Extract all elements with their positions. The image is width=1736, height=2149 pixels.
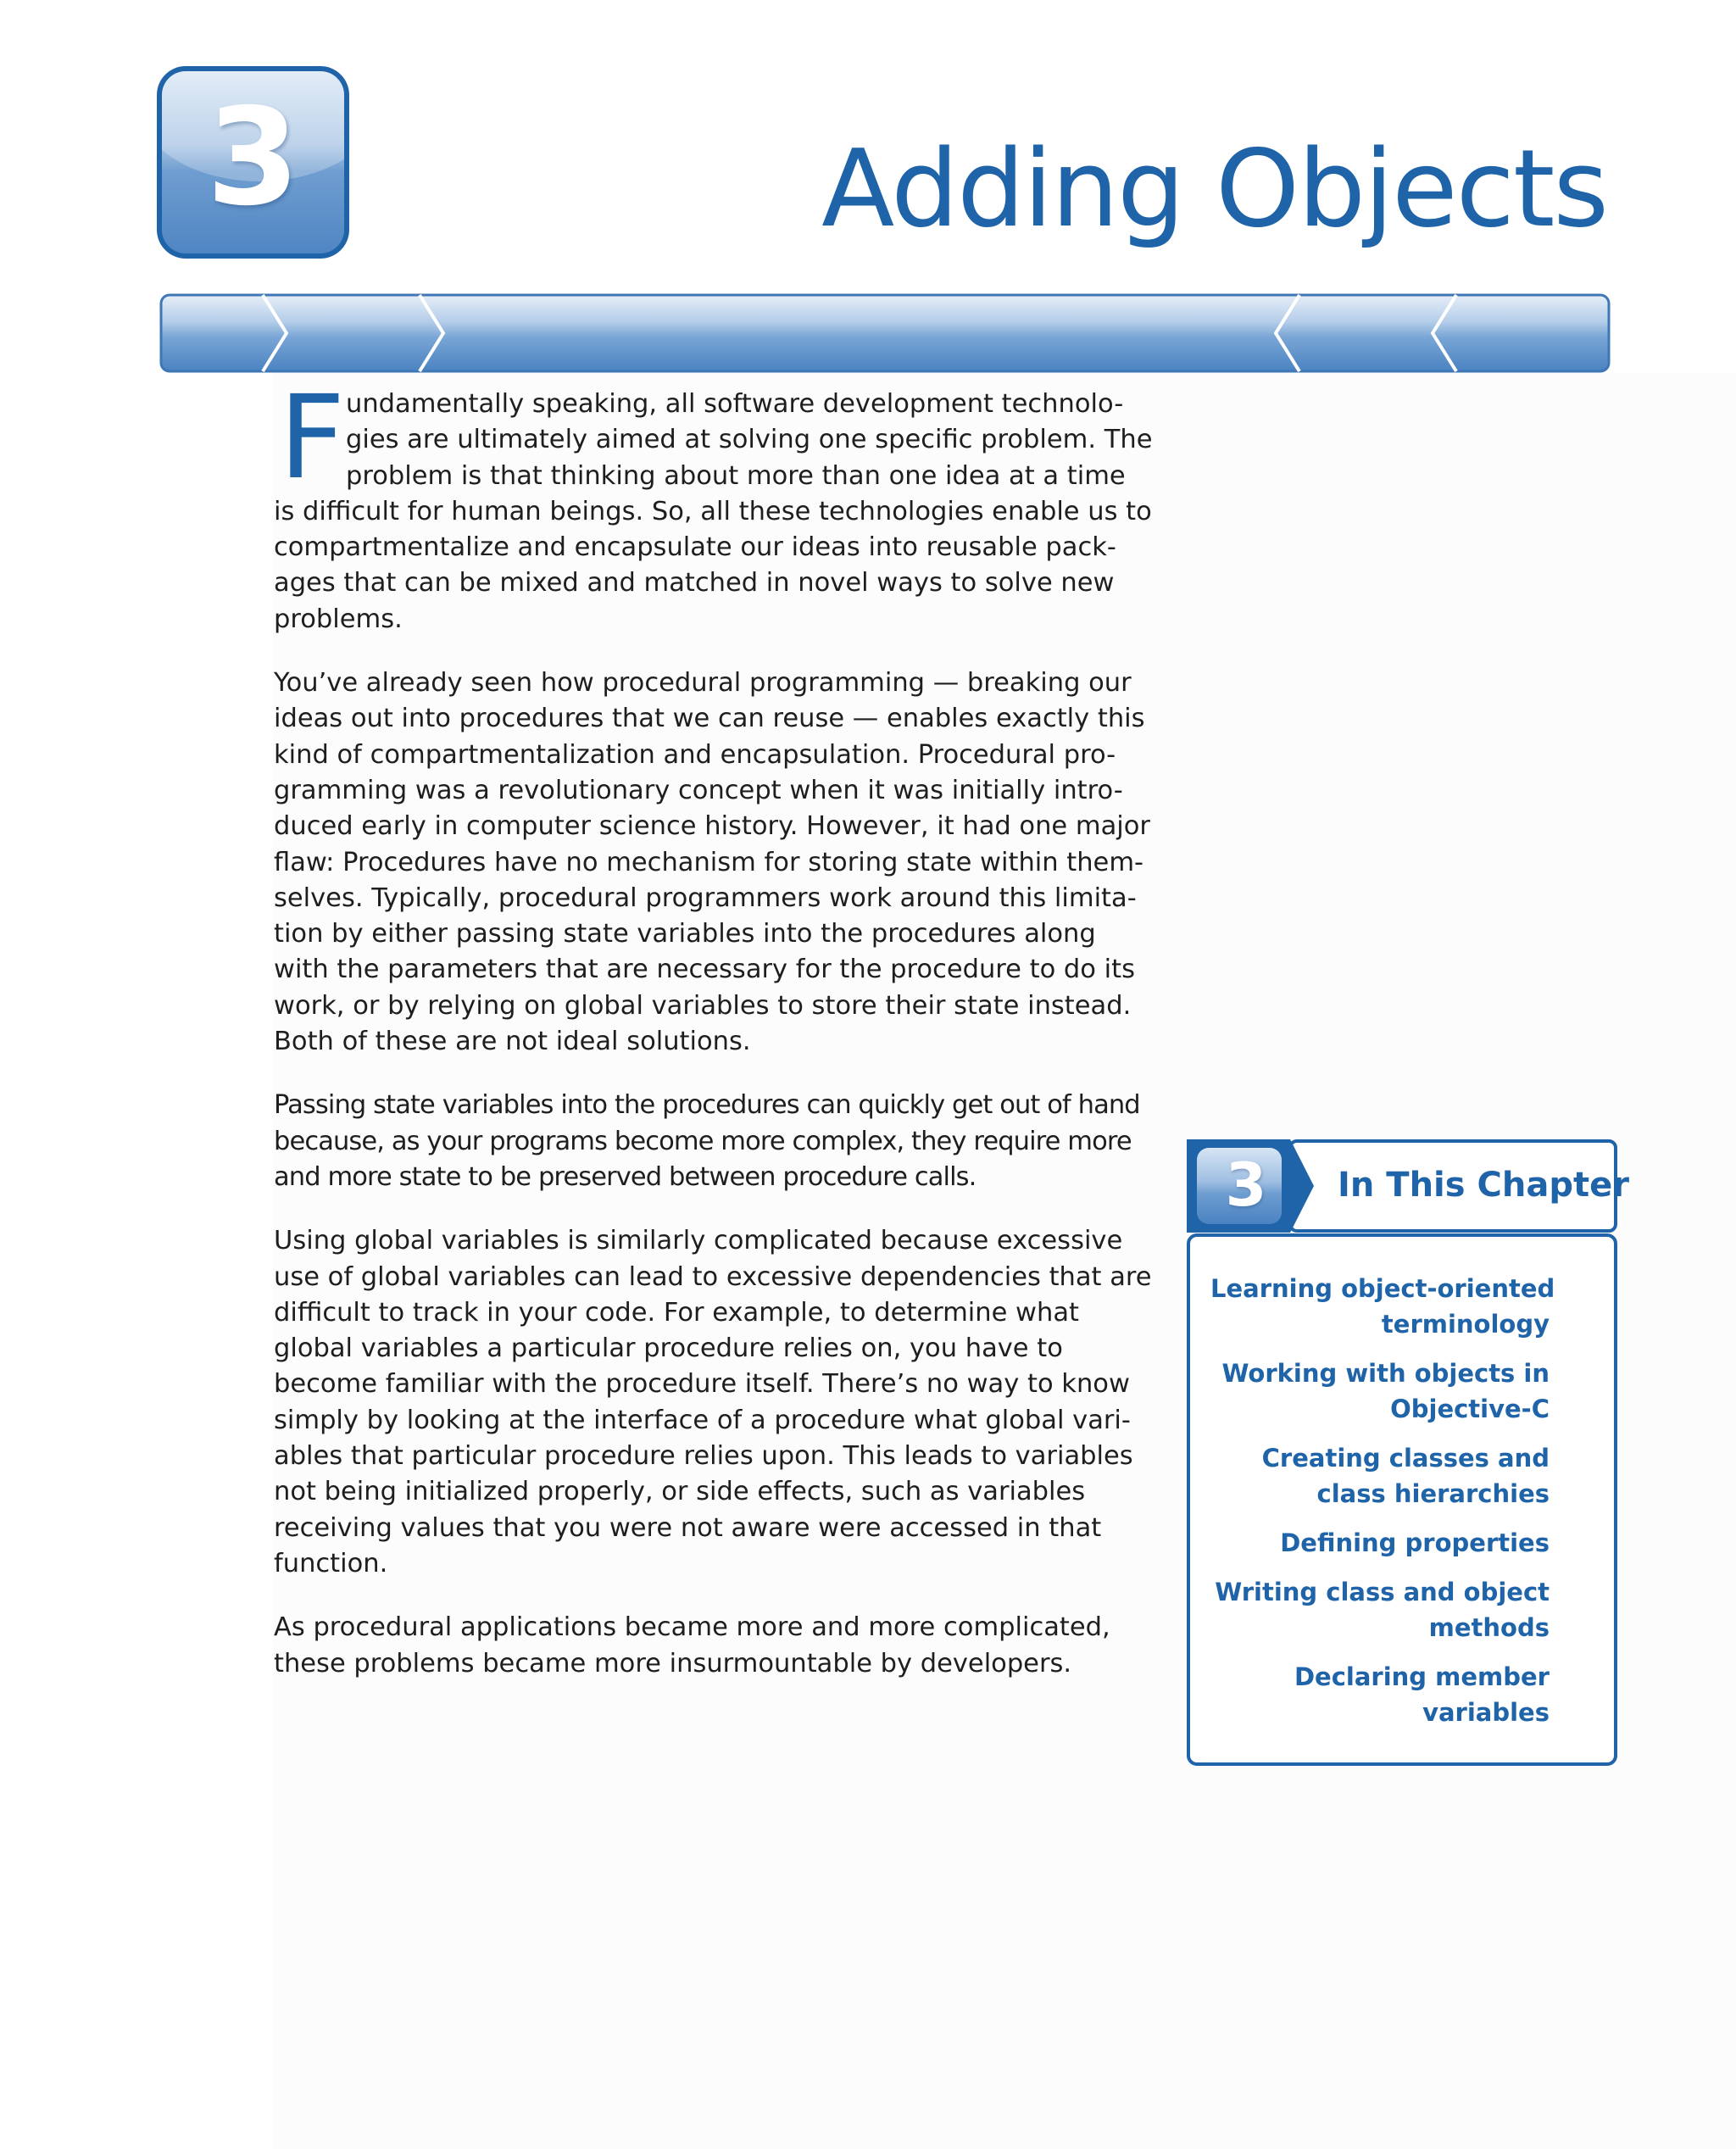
text-line: You’ve already seen how procedural programming — breaking our — [274, 668, 1132, 699]
drop-cap: F — [279, 371, 346, 505]
decorative-ribbon — [159, 293, 1611, 373]
chapter-topic-line: methods — [1428, 1613, 1550, 1642]
in-this-chapter-header — [1187, 1139, 1629, 1233]
text-line: gramming was a revolutionary concept when it was initially intro- — [274, 775, 1123, 805]
in-this-chapter-number: 3 — [1225, 1150, 1267, 1220]
text-line: Both of these are not ideal solutions. — [274, 1027, 751, 1057]
text-line: selves. Typically, procedural programmers work around this limita- — [274, 882, 1137, 913]
chapter-badge-face — [162, 71, 344, 253]
text-line: because, as your programs become more complex, they require more — [274, 1126, 1132, 1156]
text-line: simply by looking at the interface of a procedure what global vari- — [274, 1405, 1131, 1435]
chapter-topic — [1210, 1574, 1550, 1645]
chapter-topic-line: Objective-C — [1390, 1395, 1550, 1423]
chapter-topic — [1210, 1659, 1550, 1730]
text-line: duced early in computer science history. However, it had one major — [274, 811, 1150, 842]
in-this-chapter-box — [1187, 1233, 1617, 1766]
body-text — [274, 371, 1155, 1710]
text-line: function. — [274, 1548, 388, 1578]
paragraph-3 — [274, 1088, 1155, 1195]
text-line: global variables a particular procedure relies on, you have to — [274, 1333, 1063, 1364]
chapter-topic-line: terminology — [1381, 1310, 1550, 1339]
paragraph-2 — [274, 665, 1155, 1060]
text-line: problems. — [274, 604, 403, 634]
text-line: is difficult for human beings. So, all these technologies enable us to — [274, 496, 1152, 526]
chapter-topic-line: Creating classes and — [1261, 1444, 1550, 1473]
chapter-number: 3 — [206, 80, 300, 236]
text-line: difficult to track in your code. For example, to determine what — [274, 1297, 1079, 1328]
chapter-topic — [1210, 1271, 1555, 1342]
text-line: problem is that thinking about more than one idea at a time — [346, 460, 1126, 491]
text-line: undamentally speaking, all software development technolo- — [346, 389, 1124, 419]
in-this-chapter-title: In This Chapter — [1338, 1166, 1629, 1205]
paragraph-1 — [274, 371, 1155, 637]
text-line: and more state to be preserved between procedure calls. — [274, 1161, 976, 1192]
chapter-title: Adding Objects — [821, 126, 1607, 251]
chapter-topic-line: Declaring member — [1294, 1662, 1550, 1691]
text-line: become familiar with the procedure itself. There’s no way to know — [274, 1369, 1130, 1400]
chapter-topic-line: variables — [1422, 1698, 1550, 1727]
text-line: flaw: Procedures have no mechanism for storing state within them- — [274, 847, 1144, 877]
text-line: gies are ultimately aimed at solving one specific problem. The — [346, 425, 1153, 455]
text-line: As procedural applications became more and more complicated, — [274, 1612, 1110, 1643]
text-line: work, or by relying on global variables to store their state instead. — [274, 990, 1132, 1021]
in-this-chapter-list — [1210, 1271, 1555, 1744]
text-line: kind of compartmentalization and encapsulation. Procedural pro- — [274, 739, 1116, 770]
chapter-topic-line: Working with objects in — [1221, 1359, 1550, 1388]
chapter-topic-line: Learning object-oriented — [1210, 1274, 1555, 1303]
text-line: ables that particular procedure relies upon. This leads to variables — [274, 1441, 1133, 1472]
text-line: receiving values that you were not aware were accessed in that — [274, 1512, 1102, 1543]
text-line: compartmentalize and encapsulate our ideas into reusable pack- — [274, 532, 1116, 563]
paragraph-4 — [274, 1223, 1155, 1582]
paragraph-5 — [274, 1610, 1155, 1682]
chapter-topic-line: Writing class and object — [1215, 1578, 1550, 1606]
chapter-topic-line: class hierarchies — [1316, 1479, 1550, 1508]
chapter-topic — [1210, 1356, 1550, 1427]
text-line: not being initialized properly, or side effects, such as variables — [274, 1477, 1086, 1507]
text-line: Using global variables is similarly complicated because excessive — [274, 1226, 1123, 1256]
chapter-topic-line: Defining properties — [1280, 1528, 1550, 1557]
chapter-topic — [1210, 1525, 1550, 1561]
text-line: ages that can be mixed and matched in novel ways to solve new — [274, 568, 1115, 598]
text-line: these problems became more insurmountable by developers. — [274, 1648, 1072, 1679]
text-line: ideas out into procedures that we can reuse — enables exactly this — [274, 704, 1145, 734]
text-line: use of global variables can lead to excessive dependencies that are — [274, 1261, 1152, 1292]
text-line: with the parameters that are necessary for the procedure to do its — [274, 955, 1135, 985]
chapter-number-badge — [157, 66, 349, 259]
chapter-topic — [1210, 1440, 1550, 1512]
text-line: Passing state variables into the procedures can quickly get out of hand — [274, 1090, 1140, 1121]
text-line: tion by either passing state variables into the procedures along — [274, 919, 1096, 949]
